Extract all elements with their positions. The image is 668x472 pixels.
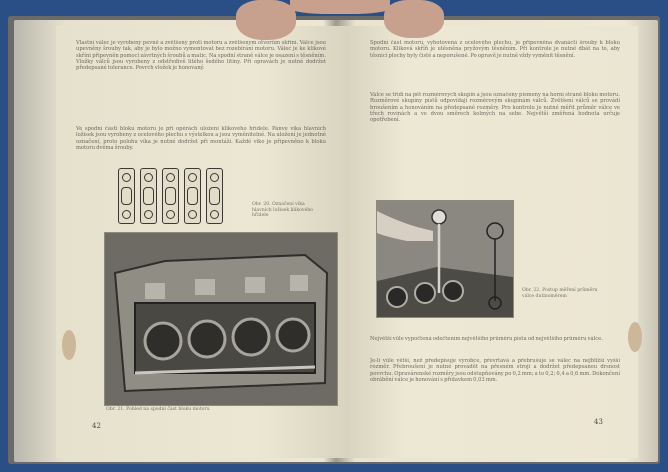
bearing-cap-3 — [162, 168, 179, 224]
figure-21-caption: Obr. 21. Pohled na spodní část bloku motoru — [106, 407, 210, 412]
right-page-number: 43 — [594, 418, 603, 426]
finger-left — [236, 0, 296, 40]
bearing-cap-5 — [206, 168, 223, 224]
right-paragraph-3: Největší vůle vypočtená odečtením největšího průměru pístu od největšího průměru válce. — [370, 336, 603, 342]
bearing-cap-2 — [140, 168, 157, 224]
left-paragraph-2: Ve spodní části bloku motoru je při opěrách uložení klikového hřídele. Pánve víka hlavních ložisek jsou vyrobeny z ocelového plechu s výstelkou a jsou vyměnitelné. Na uložení je jednotné označení, proto polohu víka je nutné dodržet při montáži. Každé víko je připevněno k bloku motoru dvěma šrouby. — [76, 126, 326, 151]
bearing-cap-1 — [118, 168, 135, 224]
left-page-marker — [62, 330, 76, 360]
right-paragraph-2: Válce se třídí na pět rozměrových skupin a jsou označeny písmeny na horní straně bloku motoru. Rozměrové skupiny pístů odpovídají rozměrovým skupinám válců. Zvětšení válců se provádí broušením a honováním na předepsané rozměry. Pro kontrolu je nutné měřit průměr válce ve třech rovinách a ve dvou směrech kolmých na sebe. Největší změřená hodnota určuje opotřebení. — [370, 92, 620, 124]
figure-20-bearing-caps — [116, 168, 226, 224]
figure-22-caption: Obr. 22. Postup měření průměru válce dutinoměrem — [522, 288, 598, 299]
left-paragraph-1: Vlastní válec je vyrobený pevně a zvětšený proti motoru a zvětšeným otvorům skříní. Válce jsou upevněny šrouby tak, aby je bylo možno vymontovat bez rozebírání motoru. Válec je ke klikové skříni připevněn pomocí závrtných šroubů a matic. Na spodní straně válce je osazení s těsněním. Vložky válců jsou vyrobeny z odstředivě litého šedého litiny. Při opravách je nutné dodržet předepsané tolerance. Povrch vložek je honovaný. — [76, 40, 326, 72]
right-page — [346, 26, 638, 458]
figure-22-measurement-photo — [376, 200, 514, 318]
figure-21-engine-block-photo — [104, 232, 338, 406]
right-page-marker — [628, 322, 642, 352]
left-page-number: 42 — [92, 422, 101, 430]
figure-20-caption: Obr. 20. Označení víka hlavních ložisek klikového hřídele — [252, 202, 313, 219]
hand-palm — [290, 0, 390, 14]
right-paragraph-4: Je-li vůle větší, než předepisuje výrobce, převrtává a přebrušuje se válec na nejbližší vyšší rozměr. Přebroušení je nutné provádět na přesném stroji a dodržet předepsanou drsnost povrchu. Opravárenské rozměry jsou odstupňovány po 0,2 mm; a to 0,2; 0,4 a 0,6 mm. Dokončení obrábění válce je honování s přídavkem 0,03 mm. — [370, 358, 620, 383]
engine-block-illustration — [105, 233, 337, 405]
finger-right — [384, 0, 444, 38]
right-paragraph-1: Spodní část motoru, vyhotovená z ocelového plechu, je připevněna dvanácti šrouby k bloku motoru. Kliková skříň je utěsněna pryžovým těsněním. Při kontrole je nutné dbát na to, aby těsnicí plochy byly čisté a neporušené. Po opravě je nutné vždy vyměnit těsnění. — [370, 40, 620, 59]
bearing-cap-4 — [184, 168, 201, 224]
cylinder-gauge-illustration — [377, 201, 513, 317]
left-page — [56, 26, 346, 458]
